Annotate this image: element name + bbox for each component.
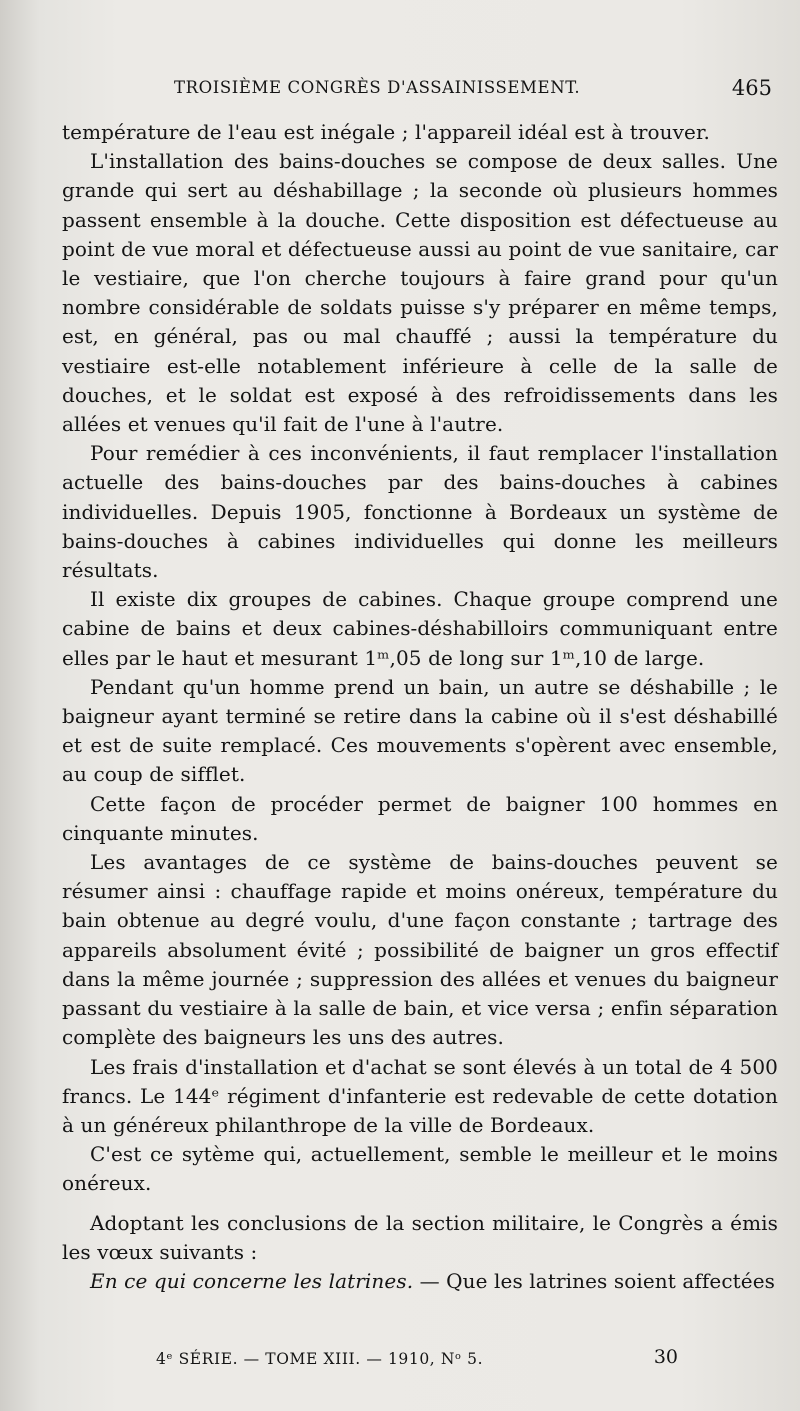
paragraph-continuation: température de l'eau est inégale ; l'appareil idéal est à trouver. bbox=[62, 120, 710, 144]
document-page bbox=[62, 72, 778, 1392]
paragraph-congress-wishes: Adoptant les conclusions de la section militaire, le Congrès a émis les vœux suivants : bbox=[62, 1210, 778, 1264]
paragraph-advantages: Les avantages de ce système de bains-douches peuvent se résumer ainsi : chauffage rapide et moins onéreux, température du bain obtenue au degré voulu, d'une façon constante ; tartrage des appareils absolument évité ; possibilité de baigner un gros effectif dans la même journée ; suppression des allées et venues du baigneur passant du vestiaire à la salle de bain, et vice versa ; enfin séparation complète des baigneurs les uns des autres. bbox=[62, 850, 778, 1050]
page-number: 465 bbox=[731, 76, 772, 100]
latrines-text: — Que les latrines soient affectées bbox=[413, 1268, 776, 1293]
paragraph-conclusion: C'est ce sytème qui, actuellement, semble le meilleur et le moins onéreux. bbox=[62, 1142, 778, 1196]
running-header bbox=[62, 72, 778, 112]
running-title: TROISIÈME CONGRÈS D'ASSAINISSEMENT. bbox=[174, 78, 581, 97]
sheet-number: 30 bbox=[653, 1346, 678, 1368]
paragraph-installation: L'installation des bains-douches se compose de deux salles. Une grande qui sert au déshabillage ; la seconde où plusieurs hommes passent ensemble à la douche. Cette disposition est défectueuse au point de vue moral et défectueuse aussi au point de vue sanitaire, car le vestiaire, que l'on cherche toujours à faire grand pour qu'un nombre considérable de soldats puisse s'y préparer en même temps, est, en général, pas ou mal chauffé ; aussi la température du vestiaire est-elle notablement inférieure à celle de la salle de douches, et le soldat est exposé à des refroidissements dans les allées et venues qu'il fait de l'une à l'autre. bbox=[62, 149, 778, 437]
paragraph-remedy: Pour remédier à ces inconvénients, il faut remplacer l'installation actuelle des bains-douches par des bains-douches à cabines individuelles. Depuis 1905, fonctionne à Bordeaux un système de bains-douches à cabines individuelles qui donne les meilleurs résultats. bbox=[62, 441, 778, 583]
series-footer: 4ᵉ SÉRIE. — TOME XIII. — 1910, Nᵒ 5. bbox=[156, 1350, 484, 1368]
paragraph-cabin-groups: Il existe dix groupes de cabines. Chaque groupe comprend une cabine de bains et deux cabines-déshabilloirs communiquant entre elles par le haut et mesurant 1ᵐ,05 de long sur 1ᵐ,10 de large. bbox=[62, 587, 778, 670]
paragraph-latrines bbox=[62, 1267, 778, 1296]
paragraph-procedure: Pendant qu'un homme prend un bain, un autre se déshabille ; le baigneur ayant terminé se retire dans la cabine où il s'est déshabillé et est de suite remplacé. Ces mouvements s'opèrent avec ensemble, au coup de sifflet. bbox=[62, 674, 778, 787]
paragraph-costs: Les frais d'installation et d'achat se sont élevés à un total de 4 500 francs. Le 144ᵉ régiment d'infanterie est redevable de cette dotation à un généreux philanthrope de la ville de Bordeaux. bbox=[62, 1054, 778, 1137]
latrines-heading: En ce qui concerne les latrines. bbox=[90, 1268, 414, 1293]
body-text bbox=[62, 118, 778, 1296]
paragraph-capacity: Cette façon de procéder permet de baigner 100 hommes en cinquante minutes. bbox=[62, 791, 778, 845]
